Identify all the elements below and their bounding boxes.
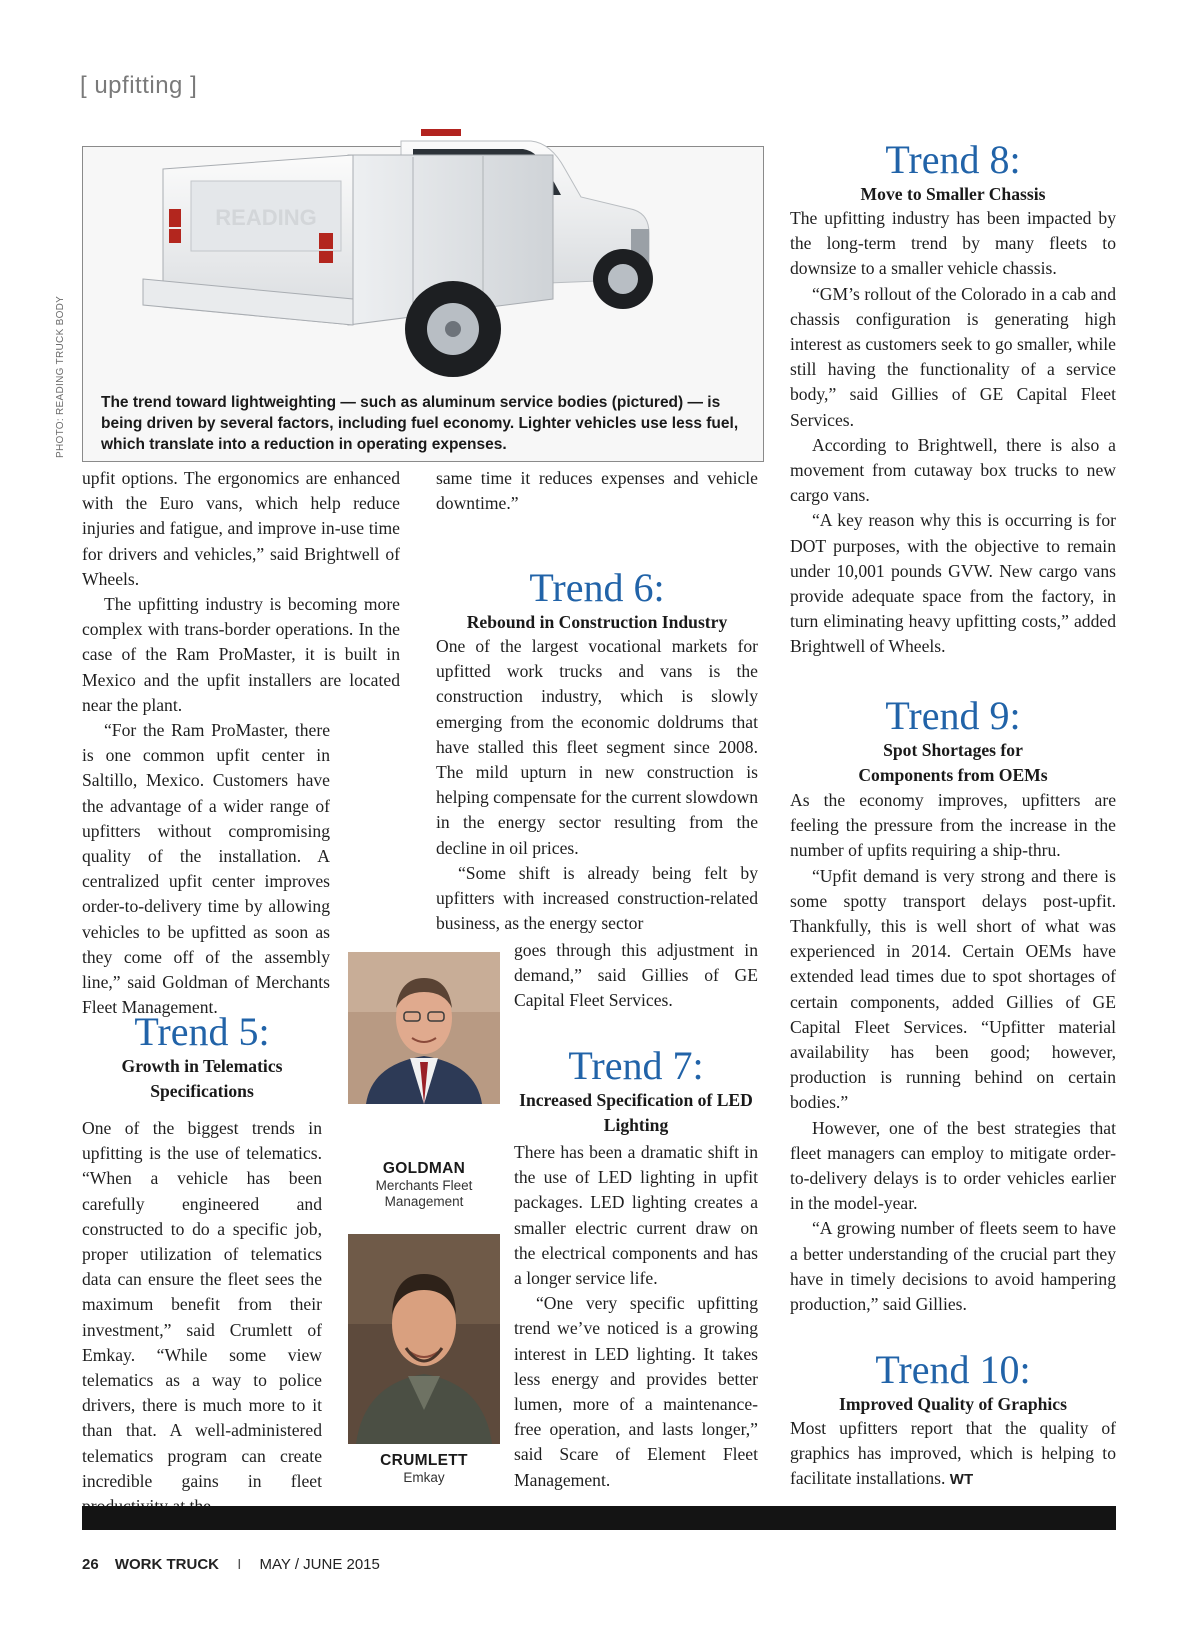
- trend5-title: Trend 5:: [134, 1009, 270, 1054]
- trend10-heading: [790, 1348, 1116, 1417]
- trend5-heading: [82, 1010, 322, 1104]
- col3-paragraph: The upfitting industry has been impacted by the long-term trend by many fleets to downsize to a smaller vehicle chassis.: [790, 208, 1116, 279]
- crumlett-portrait: [348, 1234, 500, 1444]
- crumlett-caption: [340, 1452, 508, 1486]
- column-1-continued: [82, 1116, 322, 1519]
- hero-caption: The trend toward lightweighting — such as aluminum service bodies (pictured) — is being driven by several factors, including fuel economy. Lighter vehicles use less fuel, which translate into a reduction in operating expenses.: [101, 394, 739, 453]
- trend10-subtitle: Improved Quality of Graphics: [839, 1394, 1067, 1414]
- col2-paragraph: “Some shift is already being felt by upfitters with increased construction-related business, as the energy sector: [436, 862, 758, 934]
- final-paragraph-text: Most upfitters report that the quality of graphics has improved, which is helping to facilitate installations.: [790, 1418, 1116, 1489]
- col2-paragraph: There has been a dramatic shift in the use of LED lighting in upfit packages. LED lighting creates a smaller electric current draw on the electrical components and has a longer service life.: [514, 1142, 758, 1289]
- photo-credit: PHOTO: READING TRUCK BODY: [55, 295, 66, 458]
- issue-date: MAY / JUNE 2015: [259, 1556, 380, 1573]
- column-3: [790, 206, 1116, 660]
- col3-paragraph: However, one of the best strategies that fleet managers can employ to mitigate order-to-delivery delays is to order vehicles earlier in the model-year.: [790, 1117, 1116, 1214]
- col1-paragraph: One of the biggest trends in upfitting is the use of telematics. “When a vehicle has been carefully engineered and constructed to do a specific job, proper utilization of telematics data can ensure the fleet sees the maximum benefit from their investment,” said Crumlett of Emkay. “While some view telematics as a way to police drivers, there is much more to it than that. A well-administered telematics program can create incredible gains in fleet: [82, 1118, 322, 1491]
- trend8-title: Trend 8:: [885, 137, 1021, 182]
- footer-bar: [82, 1506, 1116, 1530]
- trend10-title: Trend 10:: [875, 1347, 1031, 1392]
- col3-paragraph: “A growing number of fleets seem to have a better understanding of the crucial part they have in timely decisions to avoid hampering production,” said Gillies.: [790, 1218, 1116, 1315]
- end-mark: WT: [949, 1471, 974, 1489]
- col2-paragraph: same time it reduces expenses and vehicle downtime.”: [436, 468, 758, 514]
- trend6-subtitle: Rebound in Construction Industry: [466, 612, 728, 632]
- section-tag: [ upfitting ]: [80, 72, 198, 99]
- col2-paragraph: goes through this adjustment in demand,” said Gillies of GE Capital Fleet Services.: [514, 940, 758, 1011]
- column-3-continued: [790, 788, 1116, 1317]
- goldman-org: Merchants Fleet Management: [375, 1178, 473, 1209]
- col1-paragraph: upfit options. The ergonomics are enhanced with the Euro vans, which help reduce injuries and fatigue, and improve in-use time for drivers and vehicles,” said Brightwell of Wheels.: [82, 468, 400, 589]
- folio-separator: I: [237, 1556, 242, 1573]
- col3-paragraph: According to Brightwell, there is also a movement from cutaway box trucks to new cargo vans.: [790, 434, 1116, 506]
- page-number: 26: [82, 1556, 99, 1573]
- column-2: [436, 466, 758, 516]
- crumlett-name: CRUMLETT: [380, 1452, 468, 1469]
- magazine-name: WORK TRUCK: [114, 1556, 220, 1573]
- column-1: [82, 466, 400, 1020]
- col3-paragraph: “A key reason why this is occurring is for DOT purposes, with the objective to remain under 10,001 pounds GVW. New cargo vans provide adequate space from the factory, in turn eliminating heavy upfitting costs,” added Brightwell of Wheels.: [790, 510, 1116, 657]
- crumlett-org: Emkay: [403, 1470, 445, 1485]
- trend7-subtitle: Increased Specification of LED Lighting: [519, 1090, 753, 1136]
- trend9-heading: [790, 694, 1116, 788]
- col2-paragraph: One of the largest vocational markets for upfitted work trucks and vans is the construction industry, which is slowly emerging from the economic doldrums that have stalled this fleet segment since 2008. The mild upturn in new construction is helping compensate for the current slowdown in the energy sector resulting from the decline in oil prices.: [436, 636, 758, 858]
- trend9-title: Trend 9:: [885, 693, 1021, 738]
- trend6-heading: [436, 566, 758, 635]
- column-3-final: [790, 1416, 1116, 1493]
- trend9-subtitle-line2: Components from OEMs: [858, 765, 1048, 786]
- trend9-subtitle-line1: Spot Shortages for: [883, 740, 1023, 760]
- trend5-subtitle: Growth in Telematics Specifications: [121, 1056, 283, 1102]
- col3-paragraph: As the economy improves, upfitters are feeling the pressure from the increase in the number of upfits requiring a ship-thru.: [790, 790, 1116, 861]
- col3-paragraph: “GM’s rollout of the Colorado in a cab and chassis configuration is generating high interest as customers seek to go smaller, while still having the functionality of a service body,” said Gillies of GE Capital Fleet Services.: [790, 283, 1116, 430]
- trend8-heading: [790, 138, 1116, 207]
- folio: [82, 1556, 380, 1573]
- col1-paragraph: “For the Ram ProMaster, there is one common upfit center in Saltillo, Mexico. Customers have the advantage of a wider range of upfitters without compromising quality of the installation. A centralized upfit center improves order-to-delivery time by allowing vehicles to be upfitted as soon as they come off of the assembly line,” said Goldman of Merchants Fleet Management.: [82, 720, 330, 1018]
- trend7-heading: [514, 1044, 758, 1138]
- col2-paragraph: “One very specific upfitting trend we’ve noticed is a growing interest in LED lighting. It takes less energy and provides better lumen, more of a maintenance-free operation, and lasts longer,” said Scare of Element Fleet Management.: [514, 1293, 758, 1490]
- trend6-title: Trend 6:: [529, 565, 665, 610]
- body-brand-emboss: READING: [215, 205, 317, 230]
- col1-paragraph: The upfitting industry is becoming more complex with trans-border operations. In the case of the Ram ProMaster, it is built in Mexico and the upfit installers are located near the plant.: [82, 594, 400, 715]
- hero-figure: [82, 146, 764, 462]
- goldman-name: GOLDMAN: [382, 1160, 466, 1177]
- col3-paragraph: “Upfit demand is very strong and there is some spotty transport delays post-upfit. Thankfully, this is well short of what was experienced in 2014. Certain OEMs have extended lead times due to spot shortages of certain components, added Gillies of GE Capital Fleet Services. “Upfitter material availability has been good; however, production is running behind on certain bodies.”: [790, 865, 1116, 1113]
- column-2-body: [436, 634, 758, 936]
- column-2-wrap: [514, 938, 758, 1014]
- goldman-portrait: [348, 952, 500, 1104]
- trend8-subtitle: Move to Smaller Chassis: [860, 184, 1046, 204]
- goldman-caption: [340, 1160, 508, 1210]
- column-2-continued: [514, 1140, 758, 1493]
- col3-paragraph: [790, 1416, 1116, 1493]
- trend7-title: Trend 7:: [568, 1043, 704, 1088]
